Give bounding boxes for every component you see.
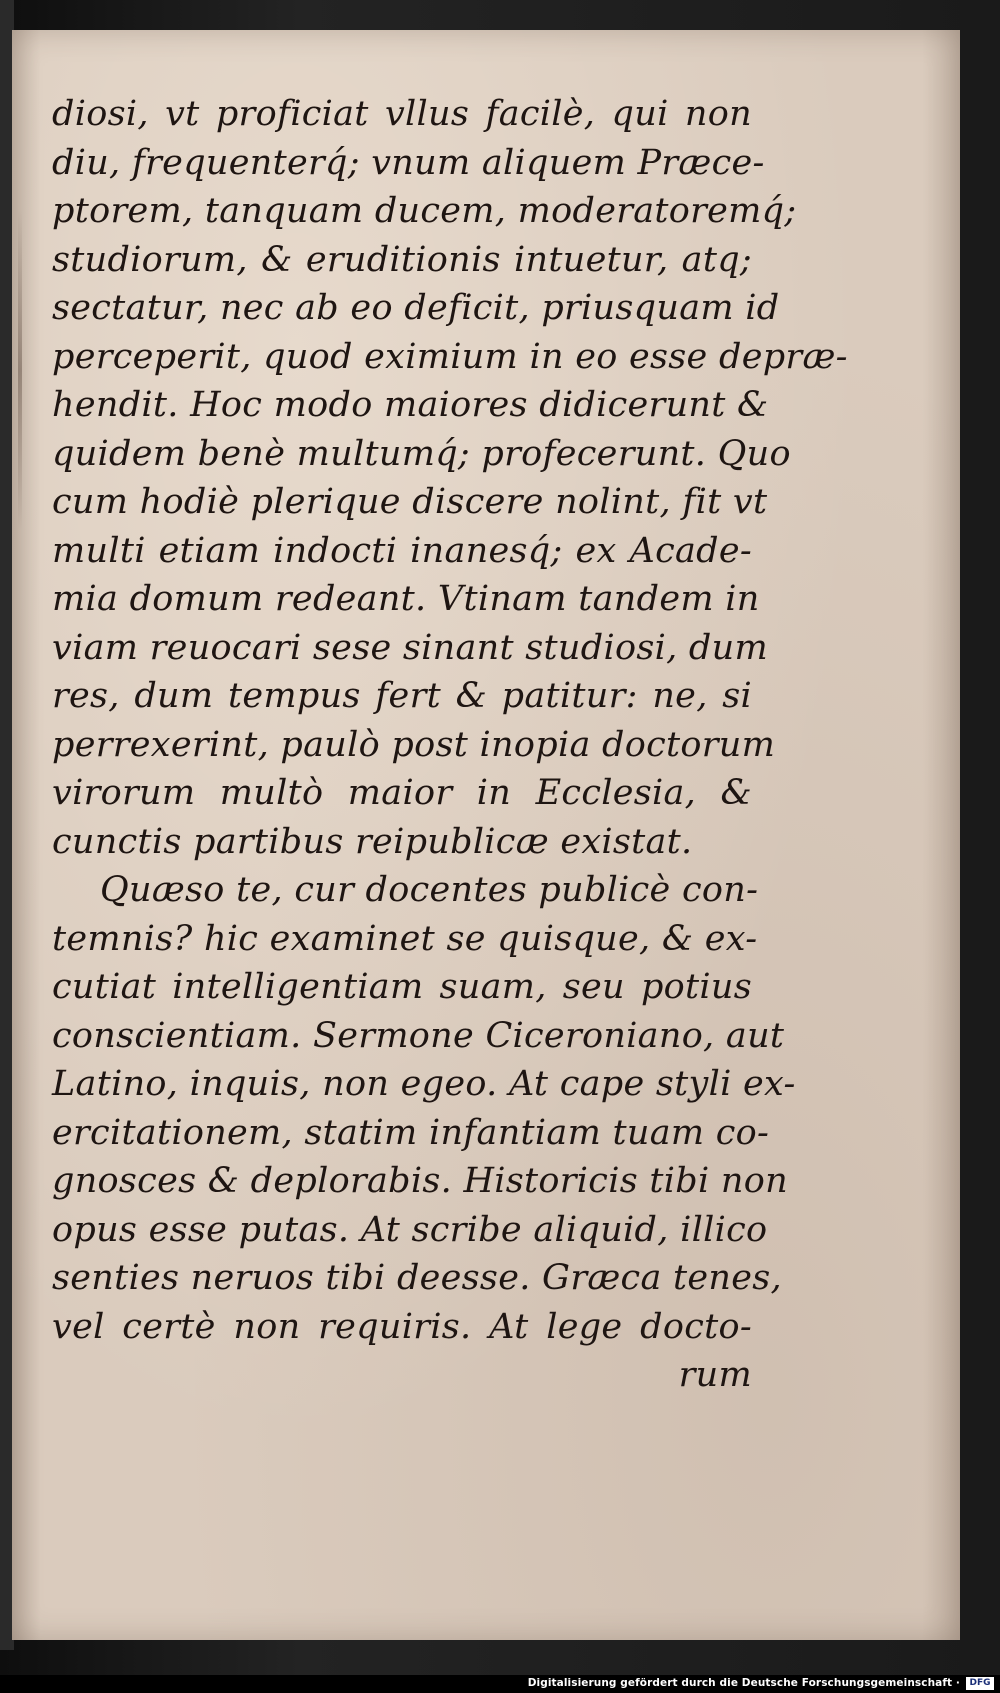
text-line: ptorem, tanquam ducem, moderatoremq́; bbox=[52, 191, 797, 231]
text-line: virorum multò maior in Ecclesia, & bbox=[52, 773, 752, 813]
book-page bbox=[12, 30, 960, 1640]
text-line: cunctis partibus reipublicæ existat. bbox=[52, 821, 693, 862]
text-line: diu, frequenterq́; vnum aliquem Præce- bbox=[52, 142, 765, 183]
text-line: diosi, vt proficiat vllus facilè, qui non bbox=[52, 94, 752, 134]
text-line: Latino, inquis, non egeo. At cape styli ex- bbox=[52, 1064, 796, 1104]
text-line: studiorum, & eruditionis intuetur, atq; bbox=[52, 239, 752, 280]
text-line: perceperit, quod eximium in eo esse depræ- bbox=[52, 336, 848, 377]
text-line: mia domum redeant. Vtinam tandem in bbox=[52, 579, 760, 619]
text-line: quidem benè multumq́; profecerunt. Quo bbox=[52, 433, 791, 474]
funding-credit: Digitalisierung gefördert durch die Deutsche Forschungsgemeinschaft · bbox=[527, 1677, 960, 1689]
text-line: multi etiam indocti inanesq́; ex Acade- bbox=[52, 530, 752, 571]
text-line: vel certè non requiris. At lege docto- bbox=[52, 1306, 752, 1347]
text-line: gnosces & deplorabis. Historicis tibi non bbox=[52, 1161, 788, 1201]
text-line: hendit. Hoc modo maiores didicerunt & bbox=[52, 385, 769, 425]
text-line: viam reuocari sese sinant studiosi, dum bbox=[52, 627, 768, 668]
text-line: cum hodiè plerique discere nolint, fit vt bbox=[52, 482, 768, 522]
dfg-logo-icon: DFG bbox=[966, 1677, 994, 1690]
text-line: temnis? hic examinet se quisque, & ex- bbox=[52, 918, 758, 959]
page-edge-shadow bbox=[18, 210, 22, 530]
text-line: cutiat intelligentiam suam, seu potius bbox=[52, 967, 752, 1007]
text-line: opus esse putas. At scribe aliquid, illico bbox=[52, 1209, 768, 1250]
text-line: ercitationem, statim infantiam tuam co- bbox=[52, 1112, 770, 1153]
text-line: senties neruos tibi deesse. Græca tenes, bbox=[52, 1258, 782, 1298]
page-text bbox=[52, 90, 848, 1400]
text-line: Quæso te, cur docentes publicè con- bbox=[100, 870, 759, 910]
text-line: res, dum tempus fert & patitur: ne, si bbox=[52, 676, 752, 716]
text-line: sectatur, nec ab eo deficit, priusquam id bbox=[52, 288, 780, 328]
catchword: rum bbox=[678, 1355, 752, 1395]
text-line: conscientiam. Sermone Ciceroniano, aut bbox=[52, 1015, 785, 1056]
text-line: perrexerint, paulò post inopia doctorum bbox=[52, 724, 776, 765]
